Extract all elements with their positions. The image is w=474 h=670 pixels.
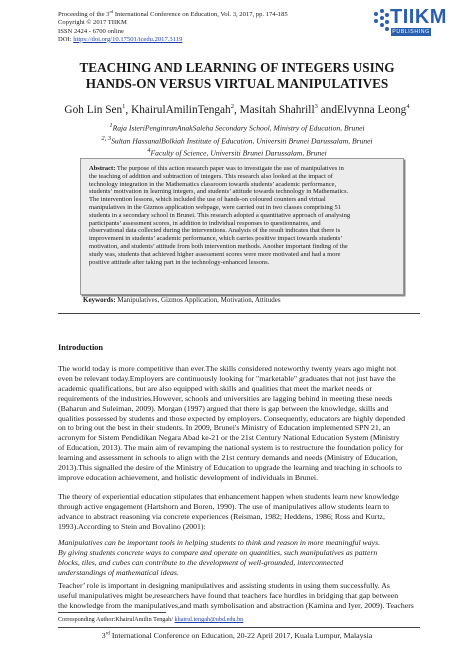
logo-subtitle: PUBLISHING bbox=[392, 29, 430, 35]
para-line: through active engagement (Hartshorn and Boren, 1990). The use of manipulatives allow students learn to bbox=[58, 501, 390, 511]
footer-sup: rd bbox=[105, 631, 110, 637]
keywords-text: Manipulatives, Gizmos Application, Motivation, Attitudes bbox=[115, 296, 281, 304]
author-2: KhairulAmilinTengah bbox=[131, 103, 231, 116]
para-line: acronym for Sistem Pendidikan Negara Abad ke-21 or the 21st Century National Education System (Ministry bbox=[58, 433, 400, 443]
abstract-text bbox=[89, 165, 393, 266]
abstract-line: improvement in students’ academic performance, which carries positive impact towards students’ bbox=[89, 235, 343, 243]
proceeding-header bbox=[58, 8, 288, 44]
abstract-line: participants’ assessment scores, in addition to individual responses to questionnaires, and bbox=[89, 219, 321, 227]
intro-paragraph-3 bbox=[58, 581, 420, 611]
proceeding-line bbox=[58, 8, 288, 19]
logo-dots-icon bbox=[372, 8, 390, 34]
conference-footer bbox=[40, 631, 434, 640]
author-email-link[interactable]: khairul.tengah@ubd.edu.bn bbox=[174, 616, 244, 623]
quote-line: blocks, tiles, and cubes can contribute to the development of well-grounded, interconnected bbox=[58, 557, 344, 567]
abstract-line: positive attitude after taking part in the technology-enhanced lessons. bbox=[89, 258, 270, 266]
aff-3-text: Faculty of Science, Universiti Brunei Darussalam, Brunei bbox=[150, 148, 327, 158]
intro-paragraph-2 bbox=[58, 492, 420, 532]
author-sep: and bbox=[317, 103, 337, 116]
footnote-label: Corresponding Author:KhairulAmilin Tengah/ bbox=[58, 616, 175, 623]
aff-2-sup: 2, 3 bbox=[101, 134, 112, 142]
affiliation-2 bbox=[40, 134, 434, 147]
para-line: learning and assessment in schools to align with the 21st century demands and needs (Ministry of Education, bbox=[58, 453, 398, 463]
author-4: Elvynna Leong bbox=[336, 103, 407, 116]
issn-line: ISSN 2424 - 6700 online bbox=[58, 27, 124, 35]
author-list bbox=[40, 100, 434, 117]
footer-rest: International Conference on Education, 20-22 April 2017, Kuala Lumpur, Malaysia bbox=[109, 631, 373, 640]
para-line: qualities possessed by students and those expected by employers. Consequently, educators are highly depended bbox=[58, 413, 406, 423]
para-line: on to bring out the best in their students. In 2009, Brunei's Ministry of Education implemented SPN 21, an bbox=[58, 423, 391, 433]
affiliation-3 bbox=[40, 146, 434, 159]
para-line: even be relevant today.Employers are continuously looking for "marketable" graduates that not just have the bbox=[58, 373, 396, 383]
abstract-line: manipulatives in the Gizmos application webpage, were carried out in two classes comprising 51 bbox=[89, 203, 341, 211]
abstract-line-text: The purpose of this action research paper was to investigate the use of manipulatives in bbox=[115, 165, 344, 172]
block-quote bbox=[58, 538, 420, 578]
abstract-line: The intervention lessons, which included the use of hands-on coloured counters and virtual bbox=[89, 196, 326, 204]
para-line: advance to abstract reasoning via concrete experiences (Reisman, 1982; Heddens, 1986; Ross and Kurtz, bbox=[58, 511, 385, 521]
para-line: academic qualifications, but are also equipped with skills and qualities that meet the market needs or bbox=[58, 383, 372, 393]
para-line: useful manipulatives might be,researchers have found that teachers face hurdles in bridging that gap between bbox=[58, 590, 399, 600]
footer-prefix: 3 bbox=[101, 631, 106, 640]
quote-line: understandings of mathematical ideas. bbox=[58, 567, 179, 577]
intro-heading: Introduction bbox=[58, 343, 104, 352]
title-line-1: TEACHING AND LEARNING OF INTEGERS USING bbox=[79, 60, 395, 75]
para-line: improve education achievement, and holistic development of individuals in Brunei. bbox=[58, 472, 319, 482]
tiikm-logo bbox=[372, 6, 447, 40]
copyright-line: Copyright © 2017 TIIKM bbox=[58, 19, 127, 27]
abstract-line: motivation, and students’ attitude from both intervention methods. Another important finding of the bbox=[89, 242, 348, 250]
author-1-sup: 1 bbox=[122, 103, 126, 110]
keywords-label: Keywords: bbox=[83, 296, 116, 304]
para-line: Teacher’ role is important in designing manipulatives and assisting students in using them successfully. As bbox=[58, 581, 390, 590]
author-4-sup: 4 bbox=[406, 103, 410, 110]
logo-word: TIIKM bbox=[390, 6, 447, 28]
keywords bbox=[83, 296, 403, 305]
para-line: The theory of experiential education stipulates that enhancement happen when students learn new knowledge bbox=[58, 492, 399, 501]
author-3-sup: 3 bbox=[314, 103, 318, 110]
para-line: 2013).This signalled the desire of the Ministry of Education to upgrade the learning and teaching in schools to bbox=[58, 463, 402, 473]
intro-paragraph-1 bbox=[58, 364, 420, 483]
author-3: Masitah Shahrill bbox=[239, 103, 315, 116]
footer-divider bbox=[58, 627, 420, 628]
paper-title bbox=[40, 60, 434, 92]
para-line: requirements of the industries.However, schools and universities are lagging behind in meeting these needs bbox=[58, 393, 393, 403]
author-sep: , bbox=[233, 103, 240, 116]
abstract-line: students in a secondary school in Brunei. This research adopted a quantitative approach of analysing bbox=[89, 211, 351, 219]
aff-1-sup: 1 bbox=[109, 122, 113, 129]
para-line: The world today is more competitive than ever.The skills considered noteworthy twenty years ago might not bbox=[58, 364, 397, 373]
section-divider bbox=[58, 313, 420, 314]
abstract-line: study was, students that achieved higher assessment scores were more motivated and had a more bbox=[89, 250, 341, 258]
para-line: the knowledge from the manipulatives,and math symbolisation and abstraction (Kamina and Iyer, 2009). Teachers bbox=[58, 600, 414, 610]
para-line: (Baharun and Suleiman, 2009). Morgan (1997) argued that there is gap between the knowledge, skills and bbox=[58, 403, 389, 413]
proceeding-rest: International Conference on Education, Vol. 3, 2017, pp. 174-185 bbox=[113, 11, 288, 19]
author-1: Goh Lin Sen bbox=[64, 103, 123, 116]
doi-link[interactable]: https://doi.org/10.17501/icedu.2017.3119 bbox=[73, 35, 183, 43]
proceeding-sup: rd bbox=[109, 9, 114, 14]
footnote-divider bbox=[58, 612, 166, 613]
affiliation-1 bbox=[40, 121, 434, 134]
aff-1-text: Raja IsteriPenginranAnakSaleha Secondary School, Ministry of Education, Brunei bbox=[112, 123, 365, 133]
affiliations bbox=[40, 121, 434, 159]
corresponding-author bbox=[58, 616, 243, 623]
abstract-line: observational data collected during the interventions. Analysis of the result indicates that there is bbox=[89, 227, 341, 235]
author-sep: , bbox=[125, 103, 132, 116]
title-line-2: HANDS-ON VERSUS VIRTUAL MANIPULATIVES bbox=[85, 76, 389, 91]
proceeding-text: Proceeding of the 3 bbox=[58, 11, 110, 19]
quote-line: Manipulatives can be important tools in helping students to think and reason in more meaningful ways. bbox=[58, 538, 381, 547]
abstract-line: students’ motivation in learning integers, and students’ attitude towards technology in Mathematics. bbox=[89, 188, 349, 196]
doi-line bbox=[58, 36, 288, 44]
author-2-sup: 2 bbox=[230, 103, 234, 110]
para-line: of Education, 2013). The main aim of revamping the national system is to restructure the foundation policy for bbox=[58, 443, 404, 453]
aff-2-text: Sultan HassanalBolkiah Institute of Education, Universiti Brunei Darussalam, Brunei bbox=[111, 136, 373, 146]
abstract-line bbox=[89, 165, 393, 173]
abstract-line: technology integration in the Mathematics classroom towards students’ academic performance, bbox=[89, 180, 337, 188]
abstract-line: the teaching of addition and subtraction of integers. This research also looked at the impact of bbox=[89, 172, 333, 180]
doi-label: DOI: bbox=[58, 35, 74, 43]
abstract-label: Abstract: bbox=[89, 165, 116, 172]
quote-line: By giving students concrete ways to compare and operate on quantities, such manipulatives as pattern bbox=[58, 547, 378, 557]
para-line: 1993).According to Stein and Bovalino (2001): bbox=[58, 521, 206, 531]
aff-3-sup: 4 bbox=[147, 147, 151, 155]
